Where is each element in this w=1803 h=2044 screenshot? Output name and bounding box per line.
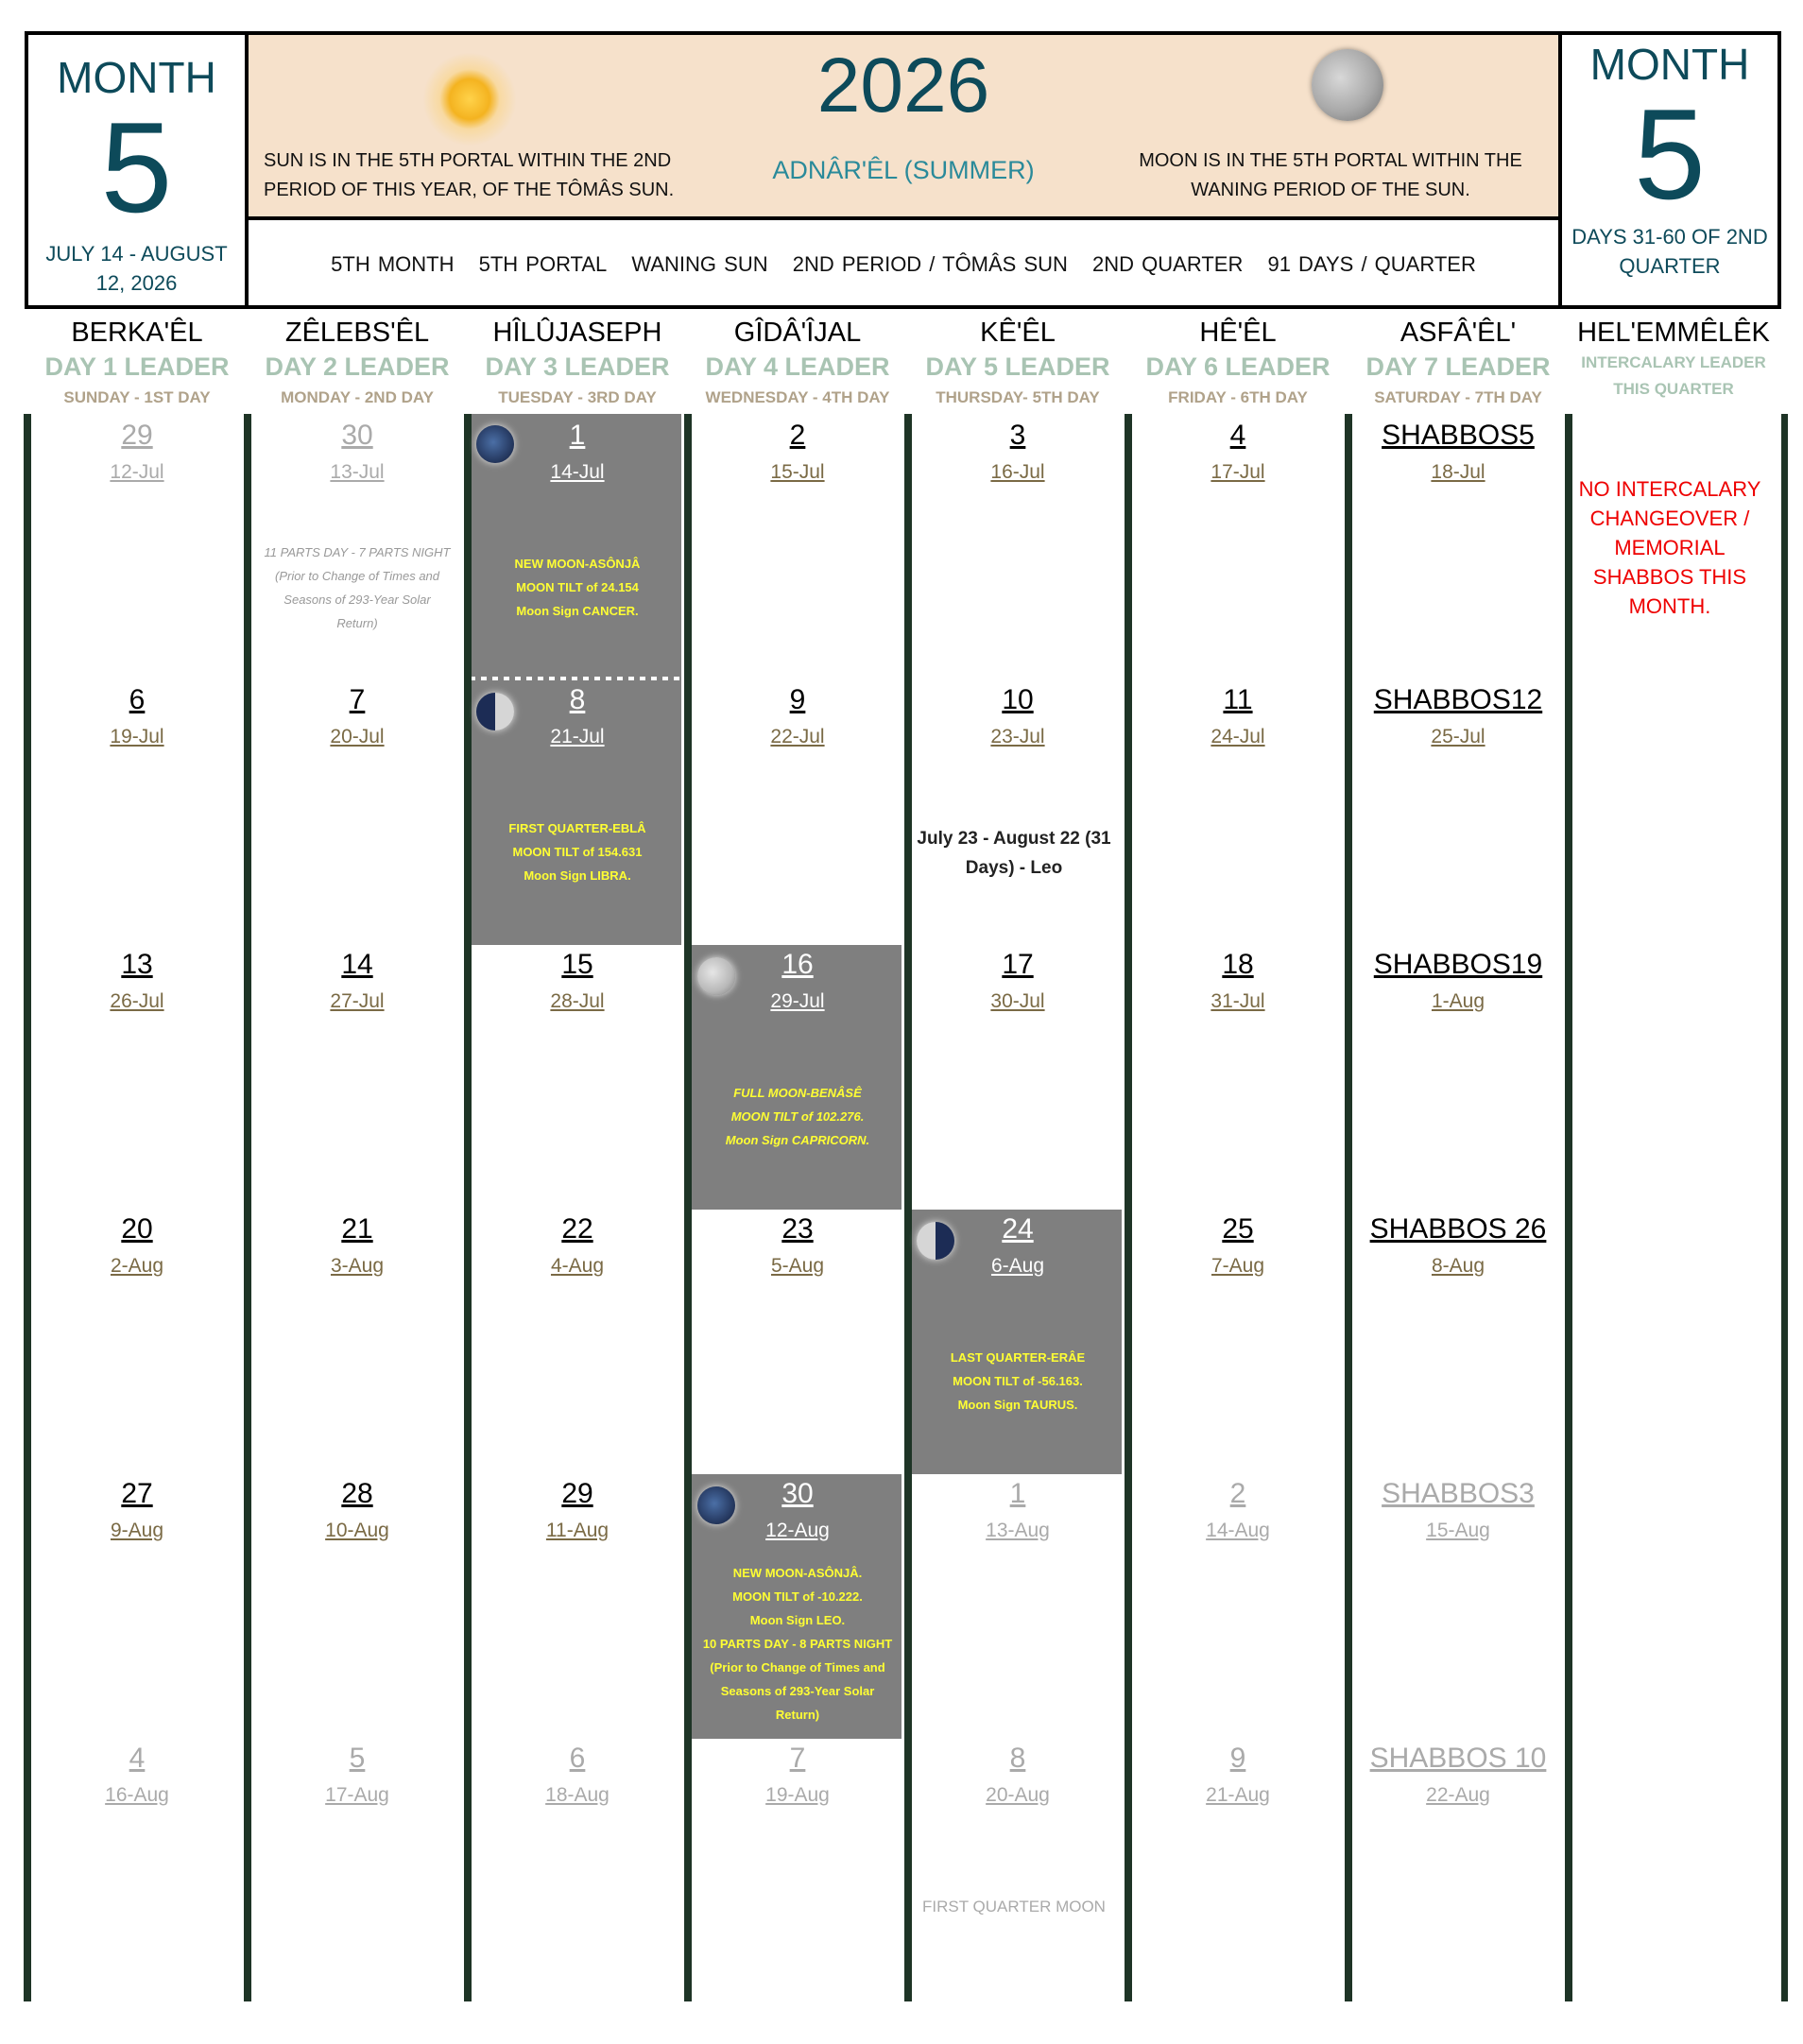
gregorian-date: 14-Jul — [550, 461, 605, 483]
gregorian-date: 15-Aug — [1426, 1520, 1490, 1541]
info-days-per-quarter: 91 DAYS / QUARTER — [1267, 252, 1476, 276]
last-quarter-moon-icon — [917, 1222, 954, 1260]
day-number: 25 — [1222, 1213, 1254, 1245]
day-number: 14 — [341, 949, 373, 980]
column-divider — [1781, 414, 1788, 2001]
gregorian-date: 30-Jul — [990, 990, 1045, 1012]
month-box-right — [1558, 31, 1781, 309]
gregorian-date: 8-Aug — [1431, 1255, 1485, 1277]
gregorian-date: 23-Jul — [990, 726, 1045, 747]
gregorian-date: 12-Jul — [110, 461, 164, 483]
day-number: 8 — [1009, 1743, 1026, 1774]
gregorian-date: 19-Aug — [765, 1784, 830, 1806]
day-leader: DAY 1 LEADER — [44, 352, 230, 381]
day-name: KÊ'ÊL — [980, 318, 1056, 348]
info-sun-phase: WANING SUN — [631, 252, 768, 276]
gregorian-date: 21-Jul — [550, 726, 605, 747]
sun-portal-text: SUN IS IN THE 5TH PORTAL WITHIN THE 2ND PERIOD OF THIS YEAR, OF THE TÔMÂS SUN. — [264, 150, 675, 200]
day-number: 9 — [789, 684, 806, 715]
moon-portal-text: MOON IS IN THE 5TH PORTAL WITHIN THE WANING PERIOD OF THE SUN. — [1139, 150, 1522, 200]
new-moon-icon — [476, 425, 514, 463]
day-number: 15 — [561, 949, 593, 980]
day-number: 2 — [1229, 1478, 1246, 1509]
gregorian-date: 17-Jul — [1211, 461, 1265, 483]
gregorian-date: 21-Aug — [1206, 1784, 1270, 1806]
day-number: 18 — [1222, 949, 1254, 980]
day-number: SHABBOS19 — [1373, 949, 1543, 980]
cell-divider — [470, 677, 681, 680]
full-moon-icon — [697, 957, 735, 995]
gregorian-date: 18-Jul — [1431, 461, 1485, 483]
solar-return-note: 11 PARTS DAY - 7 PARTS NIGHT (Prior to Change of Times and Seasons of 293-Year Solar Return) — [264, 545, 451, 630]
day-number: 27 — [121, 1478, 153, 1509]
month-date-range: JULY 14 - AUGUST 12, 2026 — [45, 242, 228, 295]
day-name: GÎDÂ'ÎJAL — [733, 318, 862, 348]
day-number: SHABBOS5 — [1382, 420, 1535, 451]
day-number: 3 — [1009, 420, 1026, 451]
weekday-label: FRIDAY - 6TH DAY — [1168, 388, 1308, 406]
new-moon-note-1: NEW MOON-ASÔNJÂ MOON TILT of 24.154 Moon Sign CANCER. — [514, 557, 641, 618]
day-number: 24 — [1002, 1213, 1034, 1245]
gregorian-date: 4-Aug — [550, 1255, 605, 1277]
gregorian-date: 6-Aug — [990, 1255, 1045, 1277]
day-name: BERKA'ÊL — [71, 318, 203, 348]
day-name: HEL'EMMÊLÊK — [1577, 318, 1770, 348]
gregorian-date: 29-Jul — [770, 990, 825, 1012]
day-number: 8 — [569, 684, 586, 715]
gregorian-date: 5-Aug — [770, 1255, 825, 1277]
day-number: 6 — [129, 684, 146, 715]
first-quarter-note: FIRST QUARTER-EBLÂ MOON TILT of 154.631 Moon Sign LIBRA. — [508, 821, 646, 883]
new-moon-icon — [697, 1486, 735, 1524]
gregorian-date: 24-Jul — [1211, 726, 1265, 747]
last-quarter-note: LAST QUARTER-ERÂE MOON TILT of -56.163. Moon Sign TAURUS. — [950, 1350, 1086, 1412]
day-number: SHABBOS3 — [1382, 1478, 1535, 1509]
month-label: MONTH — [57, 53, 216, 102]
day-leader: DAY 4 LEADER — [705, 352, 890, 381]
column-header-6 — [1128, 316, 1348, 412]
day-number: 29 — [121, 420, 153, 451]
day-number: 4 — [129, 1743, 146, 1774]
info-period: 2ND PERIOD / TÔMÂS SUN — [792, 252, 1068, 276]
day-number: 7 — [789, 1743, 806, 1774]
info-portal: 5TH PORTAL — [478, 252, 608, 276]
gregorian-date: 20-Jul — [330, 726, 385, 747]
day-number: 28 — [341, 1478, 373, 1509]
day-number: 5 — [349, 1743, 366, 1774]
gregorian-date: 19-Jul — [110, 726, 164, 747]
column-header-7 — [1348, 316, 1568, 412]
day-name: ZÊLEBS'ÊL — [284, 318, 430, 348]
quarter-days-range: DAYS 31-60 OF 2ND QUARTER — [1571, 225, 1768, 278]
column-header-2 — [248, 316, 467, 412]
day-number: 17 — [1002, 949, 1034, 980]
day-number: 1 — [1009, 1478, 1026, 1509]
day-number: 2 — [789, 420, 806, 451]
first-quarter-moon-label: FIRST QUARTER MOON — [922, 1898, 1106, 1915]
day-number: 16 — [781, 949, 814, 980]
header-band — [245, 31, 1562, 220]
month-number: 5 — [1634, 82, 1706, 226]
day-number: 30 — [341, 420, 373, 451]
gregorian-date: 16-Jul — [990, 461, 1045, 483]
month-number: 5 — [100, 95, 173, 239]
info-quarter: 2ND QUARTER — [1092, 252, 1244, 276]
day-leader: DAY 3 LEADER — [485, 352, 670, 381]
column-header-5 — [908, 316, 1127, 412]
weekday-label: TUESDAY - 3RD DAY — [498, 388, 657, 406]
season-label: ADNÂR'ÊL (SUMMER) — [772, 156, 1035, 184]
day-number: SHABBOS 26 — [1369, 1213, 1547, 1245]
info-strip — [245, 220, 1562, 309]
gregorian-date: 12-Aug — [765, 1520, 830, 1541]
gregorian-date: 10-Aug — [325, 1520, 389, 1541]
first-quarter-moon-icon — [476, 693, 514, 730]
gregorian-date: 25-Jul — [1431, 726, 1485, 747]
day-name: HÎLÛJASEPH — [492, 318, 662, 348]
day-number: 6 — [569, 1743, 586, 1774]
gregorian-date: 9-Aug — [110, 1520, 164, 1541]
gregorian-date: 13-Aug — [986, 1520, 1050, 1541]
day-number: 7 — [349, 684, 366, 715]
day-number: 9 — [1229, 1743, 1246, 1774]
day-number: 23 — [781, 1213, 814, 1245]
weekday-label: WEDNESDAY - 4TH DAY — [705, 388, 890, 406]
day-number: SHABBOS 10 — [1369, 1743, 1547, 1774]
gregorian-date: 20-Aug — [986, 1784, 1050, 1806]
day-number: 4 — [1229, 420, 1246, 451]
weekday-label: SUNDAY - 1ST DAY — [63, 388, 211, 406]
day-number: 11 — [1223, 684, 1253, 715]
gregorian-date: 2-Aug — [110, 1255, 164, 1277]
day-leader: DAY 6 LEADER — [1145, 352, 1331, 381]
month-label: MONTH — [1589, 40, 1750, 89]
column-header-intercalary — [1569, 316, 1778, 403]
column-header-4 — [688, 316, 907, 412]
intercalary-note: NO INTERCALARY CHANGEOVER / MEMORIAL SHABBOS THIS MONTH. — [1578, 477, 1761, 618]
column-header-1 — [27, 316, 247, 412]
new-moon-note-2: NEW MOON-ASÔNJÂ. MOON TILT of -10.222. Moon Sign LEO. 10 PARTS DAY - 8 PARTS NIGHT (Prior to Change of Times and Seasons of 293-Year Solar Return) — [702, 1566, 893, 1722]
day-number: 21 — [341, 1213, 373, 1245]
gregorian-date: 16-Aug — [105, 1784, 169, 1806]
gregorian-date: 18-Aug — [545, 1784, 610, 1806]
day-number: 20 — [121, 1213, 153, 1245]
gregorian-date: 27-Jul — [330, 990, 385, 1012]
weekday-label: THURSDAY- 5TH DAY — [936, 388, 1100, 406]
full-moon-note: FULL MOON-BENÂSÊ MOON TILT of 102.276. Moon Sign CAPRICORN. — [725, 1086, 870, 1147]
day-number: SHABBOS12 — [1373, 684, 1543, 715]
gregorian-date: 11-Aug — [545, 1520, 610, 1541]
info-month: 5TH MONTH — [331, 252, 455, 276]
weekday-label: SATURDAY - 7TH DAY — [1374, 388, 1542, 406]
gregorian-date: 3-Aug — [330, 1255, 385, 1277]
gregorian-date: 13-Jul — [330, 461, 385, 483]
gregorian-date: 22-Aug — [1426, 1784, 1490, 1806]
column-header-3 — [468, 316, 687, 412]
intercalary-leader: INTERCALARY LEADER THIS QUARTER — [1581, 353, 1766, 398]
day-leader: DAY 7 LEADER — [1365, 352, 1551, 381]
day-number: 13 — [121, 949, 153, 980]
gregorian-date: 22-Jul — [770, 726, 825, 747]
day-number: 10 — [1002, 684, 1034, 715]
day-name: HÊ'ÊL — [1199, 318, 1277, 348]
weekday-label: MONDAY - 2ND DAY — [281, 388, 434, 406]
gregorian-date: 1-Aug — [1431, 990, 1485, 1012]
day-number: 30 — [781, 1478, 814, 1509]
year-title: 2026 — [816, 43, 990, 129]
day-number: 22 — [561, 1213, 593, 1245]
day-number: 29 — [561, 1478, 593, 1509]
gregorian-date: 31-Jul — [1211, 990, 1265, 1012]
day-leader: DAY 2 LEADER — [265, 352, 450, 381]
gregorian-date: 17-Aug — [325, 1784, 389, 1806]
zodiac-note: July 23 - August 22 (31 Days) - Leo — [917, 829, 1111, 878]
gregorian-date: 28-Jul — [550, 990, 605, 1012]
day-leader: DAY 5 LEADER — [925, 352, 1110, 381]
month-box-left — [25, 31, 249, 309]
gregorian-date: 7-Aug — [1211, 1255, 1265, 1277]
gregorian-date: 26-Jul — [110, 990, 164, 1012]
day-number: 1 — [569, 420, 586, 451]
gregorian-date: 15-Jul — [770, 461, 825, 483]
day-name: ASFÂ'ÊL' — [1399, 318, 1517, 348]
gregorian-date: 14-Aug — [1206, 1520, 1270, 1541]
